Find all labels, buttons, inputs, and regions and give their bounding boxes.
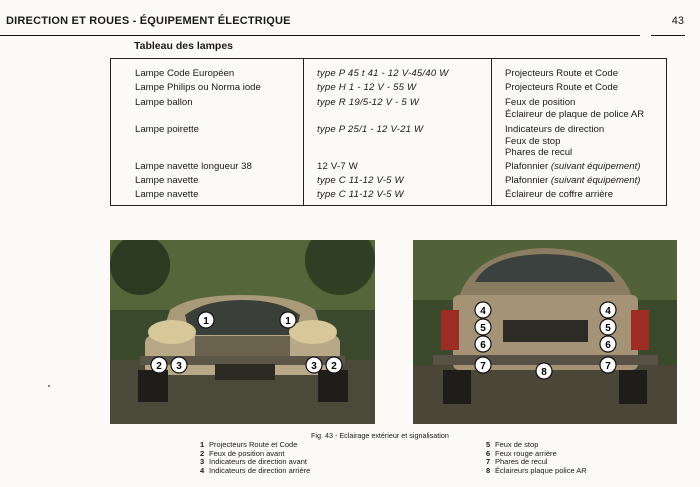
svg-text:8: 8 (541, 367, 547, 378)
marker-4-right (600, 302, 616, 318)
lamp-use-line: Phares de recul (505, 147, 573, 158)
lamp-type: type P 25/1 - 12 V-21 W (317, 124, 424, 135)
svg-text:6: 6 (480, 340, 486, 351)
svg-text:5: 5 (480, 323, 486, 334)
lamp-type: type H 1 - 12 V - 55 W (317, 82, 417, 93)
lamp-use: Projecteurs Route et Code (505, 68, 619, 79)
lamp-type: 12 V-7 W (317, 161, 359, 172)
header-rule (0, 35, 640, 36)
svg-text:5: 5 (605, 323, 611, 334)
figure-legend-right (486, 441, 587, 475)
table-title: Tableau des lampes (134, 40, 234, 52)
figure-legend-left (200, 441, 310, 475)
margin-mark (48, 385, 50, 387)
legend-item: 3 Indicateurs de direction avant (200, 457, 307, 467)
marker-8 (536, 363, 552, 379)
marker-2-left (151, 357, 167, 373)
marker-7-left (475, 357, 491, 373)
marker-4-left (475, 302, 491, 318)
lamp-use (505, 175, 665, 187)
svg-text:7: 7 (480, 361, 486, 372)
lamp-use-line: Feux de position (505, 97, 576, 108)
lamp-name: Lampe ballon (135, 97, 193, 108)
marker-1-left (198, 312, 214, 328)
marker-5-left (475, 319, 491, 335)
column-divider (303, 59, 304, 205)
legend-item: 2 Feux de position avant (200, 448, 285, 458)
lamp-use-line: Indicateurs de direction (505, 124, 605, 135)
marker-5-right (600, 319, 616, 335)
marker-6-right (600, 336, 616, 352)
svg-text:7: 7 (605, 361, 611, 372)
legend-item: 5 Feux de stop (486, 440, 539, 449)
lamp-type: type P 45 t 41 - 12 V-45/40 W (317, 68, 449, 79)
marker-7-right (600, 357, 616, 373)
svg-text:1: 1 (203, 316, 209, 327)
legend-item: 7 Phares de recul (486, 457, 548, 467)
svg-text:4: 4 (605, 306, 611, 317)
lamp-use: Éclaireur de coffre arrière (505, 189, 614, 200)
rear-car-photo (413, 240, 677, 424)
lamp-name: Lampe navette longueur 38 (135, 161, 252, 172)
lamp-table (110, 58, 667, 206)
lamp-use-note: (suivant équipement) (550, 161, 641, 172)
lamp-use: Projecteurs Route et Code (505, 82, 619, 93)
lamp-use-line: Feux de stop (505, 135, 561, 147)
marker-3-left (171, 357, 187, 373)
svg-text:1: 1 (285, 316, 291, 327)
lamp-use-line: Éclaireur de plaque de police AR (505, 108, 645, 120)
front-car-photo (110, 240, 375, 424)
svg-text:4: 4 (480, 306, 486, 317)
page-number: 43 (671, 15, 684, 27)
lamp-name: Lampe poirette (135, 124, 199, 135)
svg-text:6: 6 (605, 340, 611, 351)
lamp-name: Lampe Code Européen (135, 68, 235, 79)
marker-3-right (306, 357, 322, 373)
lamp-use-line: Plafonnier (505, 161, 549, 172)
lamp-type: type C 11-12 V-5 W (317, 189, 404, 200)
marker-2-right (326, 357, 342, 373)
lamp-use-note: (suivant équipement) (550, 175, 641, 186)
svg-text:3: 3 (311, 361, 317, 372)
header-title: DIRECTION ET ROUES - ÉQUIPEMENT ÉLECTRIQUE (6, 15, 291, 27)
lamp-use (505, 97, 665, 120)
lamp-use (505, 124, 665, 159)
lamp-name: Lampe Philips ou Norma iode (135, 82, 261, 93)
lamp-use-line: Plafonnier (505, 175, 549, 186)
column-divider (491, 59, 492, 205)
figure-caption: Fig. 43 - Eclairage extérieur et signalisation (311, 431, 449, 440)
lamp-type: type R 19/5-12 V - 5 W (317, 97, 419, 108)
marker-1-right (280, 312, 296, 328)
svg-text:2: 2 (331, 361, 337, 372)
header-rule-right (651, 35, 685, 36)
lamp-name: Lampe navette (135, 175, 199, 186)
marker-6-left (475, 336, 491, 352)
legend-item: 4 Indicateurs de direction arrière (200, 465, 311, 475)
legend-item: 6 Feux rouge arrière (486, 448, 557, 458)
legend-item: 1 Projecteurs Route et Code (200, 440, 298, 449)
lamp-name: Lampe navette (135, 189, 199, 200)
legend-item: 8 Éclaireurs plaque police AR (486, 465, 587, 475)
svg-text:3: 3 (176, 361, 182, 372)
lamp-use (505, 161, 665, 173)
svg-text:2: 2 (156, 361, 162, 372)
lamp-type: type C 11-12 V-5 W (317, 175, 404, 186)
